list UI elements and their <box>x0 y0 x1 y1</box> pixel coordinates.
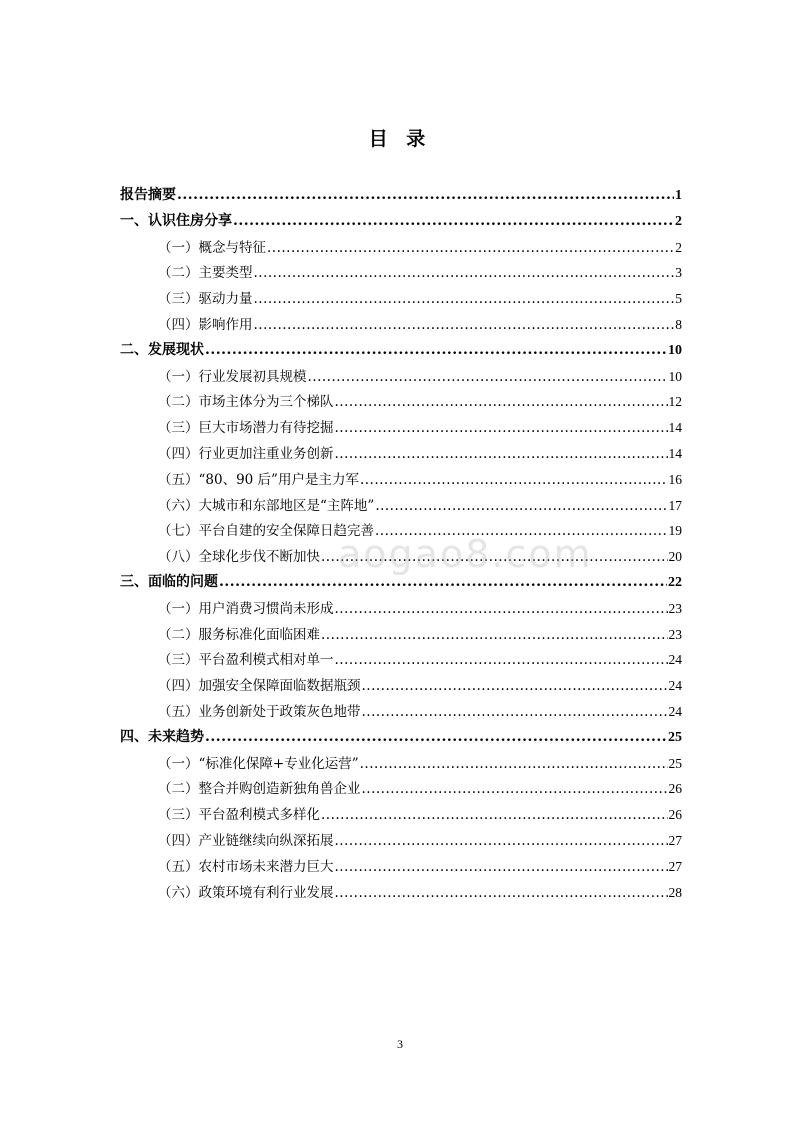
toc-entry-page: 14 <box>668 420 682 436</box>
toc-entry-page: 24 <box>668 703 682 719</box>
toc-dot-leader <box>335 442 668 468</box>
toc-entry-page: 3 <box>675 265 682 281</box>
toc-entry-label: （六）大城市和东部地区是“主阵地” <box>158 497 375 514</box>
toc-section-entry[interactable] <box>120 854 682 880</box>
toc-entry-page: 25 <box>668 755 682 771</box>
toc-section-entry[interactable] <box>120 828 682 854</box>
toc-dot-leader <box>375 519 668 545</box>
toc-dot-leader <box>254 261 675 287</box>
toc-chapter-entry[interactable] <box>120 570 682 596</box>
toc-section-entry[interactable] <box>120 364 682 390</box>
toc-entry-page: 27 <box>668 832 682 848</box>
toc-entry-label: （七）平台自建的安全保障日趋完善 <box>158 523 374 540</box>
toc-dot-leader <box>335 597 668 623</box>
toc-entry-label: （四）行业更加注重业务创新 <box>158 445 334 462</box>
page-number: 3 <box>397 1037 403 1051</box>
table-of-contents <box>120 183 682 905</box>
toc-dot-leader <box>321 803 668 829</box>
toc-chapter-entry[interactable] <box>120 209 682 235</box>
toc-dot-leader <box>267 236 674 262</box>
toc-entry-label: （六）政策环境有利行业发展 <box>158 884 334 901</box>
toc-dot-leader <box>335 881 668 907</box>
toc-section-entry[interactable] <box>120 467 682 493</box>
toc-section-entry[interactable] <box>120 260 682 286</box>
toc-entry-label: 四、未来趋势 <box>120 728 204 745</box>
toc-section-entry[interactable] <box>120 880 682 906</box>
page-title: 目 录 <box>368 128 432 150</box>
toc-section-entry[interactable] <box>120 389 682 415</box>
toc-entry-label: 一、认识住房分享 <box>120 212 232 229</box>
toc-dot-leader <box>335 648 668 674</box>
toc-entry-label: （二）整合并购创造新独角兽企业 <box>158 781 361 798</box>
toc-entry-page: 24 <box>668 678 682 694</box>
toc-entry-page: 20 <box>668 549 682 565</box>
toc-dot-leader <box>362 700 668 726</box>
toc-dot-leader <box>321 623 668 649</box>
toc-entry-label: （一）“标准化保障+专业化运营” <box>158 755 359 772</box>
toc-section-entry[interactable] <box>120 544 682 570</box>
toc-entry-page: 27 <box>668 858 682 874</box>
toc-section-entry[interactable] <box>120 802 682 828</box>
toc-entry-label: （五）农村市场未来潜力巨大 <box>158 858 334 875</box>
toc-chapter-entry[interactable] <box>120 338 682 364</box>
toc-dot-leader <box>335 390 668 416</box>
toc-dot-leader <box>335 829 668 855</box>
toc-dot-leader <box>375 494 667 520</box>
toc-entry-label: （三）平台盈利模式相对单一 <box>158 652 334 669</box>
toc-entry-label: （三）平台盈利模式多样化 <box>158 807 320 824</box>
toc-entry-label: （五）业务创新处于政策灰色地带 <box>158 703 361 720</box>
toc-entry-label: （四）影响作用 <box>158 316 253 333</box>
toc-dot-leader <box>308 365 668 391</box>
toc-section-entry[interactable] <box>120 518 682 544</box>
toc-entry-label: （五）“80、90 后”用户是主力军 <box>158 471 359 488</box>
toc-entry-page: 1 <box>675 188 682 203</box>
toc-entry-label: （四）产业链继续向纵深拓展 <box>158 832 334 849</box>
toc-section-entry[interactable] <box>120 235 682 261</box>
toc-entry-label: （一）行业发展初具规模 <box>158 368 307 385</box>
toc-section-entry[interactable] <box>120 596 682 622</box>
toc-section-entry[interactable] <box>120 622 682 648</box>
toc-dot-leader <box>205 338 667 364</box>
toc-dot-leader <box>362 777 668 803</box>
toc-entry-page: 8 <box>675 316 682 332</box>
toc-entry-page: 2 <box>675 239 682 255</box>
toc-entry-label: （二）服务标准化面临困难 <box>158 626 320 643</box>
toc-dot-leader <box>177 183 674 209</box>
toc-dot-leader <box>254 313 675 339</box>
toc-entry-page: 2 <box>675 213 682 229</box>
watermark: aogao8.com <box>338 532 593 576</box>
toc-dot-leader <box>254 287 675 313</box>
toc-section-entry[interactable] <box>120 699 682 725</box>
toc-entry-label: 三、面临的问题 <box>120 573 218 590</box>
toc-entry-page: 23 <box>668 626 682 642</box>
toc-entry-label: （三）巨大市场潜力有待挖掘 <box>158 420 334 437</box>
toc-dot-leader <box>321 545 668 571</box>
toc-chapter-entry[interactable] <box>120 183 682 209</box>
toc-entry-page: 14 <box>668 445 682 461</box>
toc-dot-leader <box>360 752 668 778</box>
toc-entry-page: 22 <box>668 574 682 590</box>
toc-section-entry[interactable] <box>120 751 682 777</box>
toc-chapter-entry[interactable] <box>120 725 682 751</box>
toc-entry-page: 12 <box>668 394 682 410</box>
toc-entry-label: （二）主要类型 <box>158 265 253 282</box>
toc-entry-label: （一）用户消费习惯尚未形成 <box>158 600 334 617</box>
toc-dot-leader <box>360 468 668 494</box>
toc-entry-page: 16 <box>668 471 682 487</box>
toc-entry-page: 10 <box>668 368 682 384</box>
toc-section-entry[interactable] <box>120 312 682 338</box>
toc-entry-page: 19 <box>668 523 682 539</box>
toc-entry-page: 28 <box>668 884 682 900</box>
toc-entry-label: （三）驱动力量 <box>158 291 253 308</box>
toc-entry-label: （一）概念与特征 <box>158 239 266 256</box>
toc-entry-label: 二、发展现状 <box>120 341 204 358</box>
toc-entry-page: 17 <box>668 497 682 513</box>
toc-entry-page: 5 <box>675 291 682 307</box>
toc-entry-page: 25 <box>668 729 682 745</box>
toc-entry-page: 24 <box>668 652 682 668</box>
toc-section-entry[interactable] <box>120 441 682 467</box>
toc-section-entry[interactable] <box>120 673 682 699</box>
toc-section-entry[interactable] <box>120 776 682 802</box>
toc-dot-leader <box>205 725 667 751</box>
toc-entry-page: 26 <box>668 781 682 797</box>
toc-section-entry[interactable] <box>120 493 682 519</box>
toc-entry-page: 10 <box>668 342 682 358</box>
toc-dot-leader <box>219 570 667 596</box>
toc-entry-page: 26 <box>668 807 682 823</box>
toc-section-entry[interactable] <box>120 415 682 441</box>
toc-entry-label: （八）全球化步伐不断加快 <box>158 549 320 566</box>
toc-dot-leader <box>335 416 668 442</box>
toc-dot-leader <box>335 855 668 881</box>
toc-entry-label: （四）加强安全保障面临数据瓶颈 <box>158 678 361 695</box>
toc-dot-leader <box>362 674 668 700</box>
toc-section-entry[interactable] <box>120 286 682 312</box>
toc-section-entry[interactable] <box>120 647 682 673</box>
toc-entry-page: 23 <box>668 600 682 616</box>
toc-entry-label: （二）市场主体分为三个梯队 <box>158 394 334 411</box>
toc-dot-leader <box>233 209 674 235</box>
toc-entry-label: 报告摘要 <box>120 187 176 203</box>
